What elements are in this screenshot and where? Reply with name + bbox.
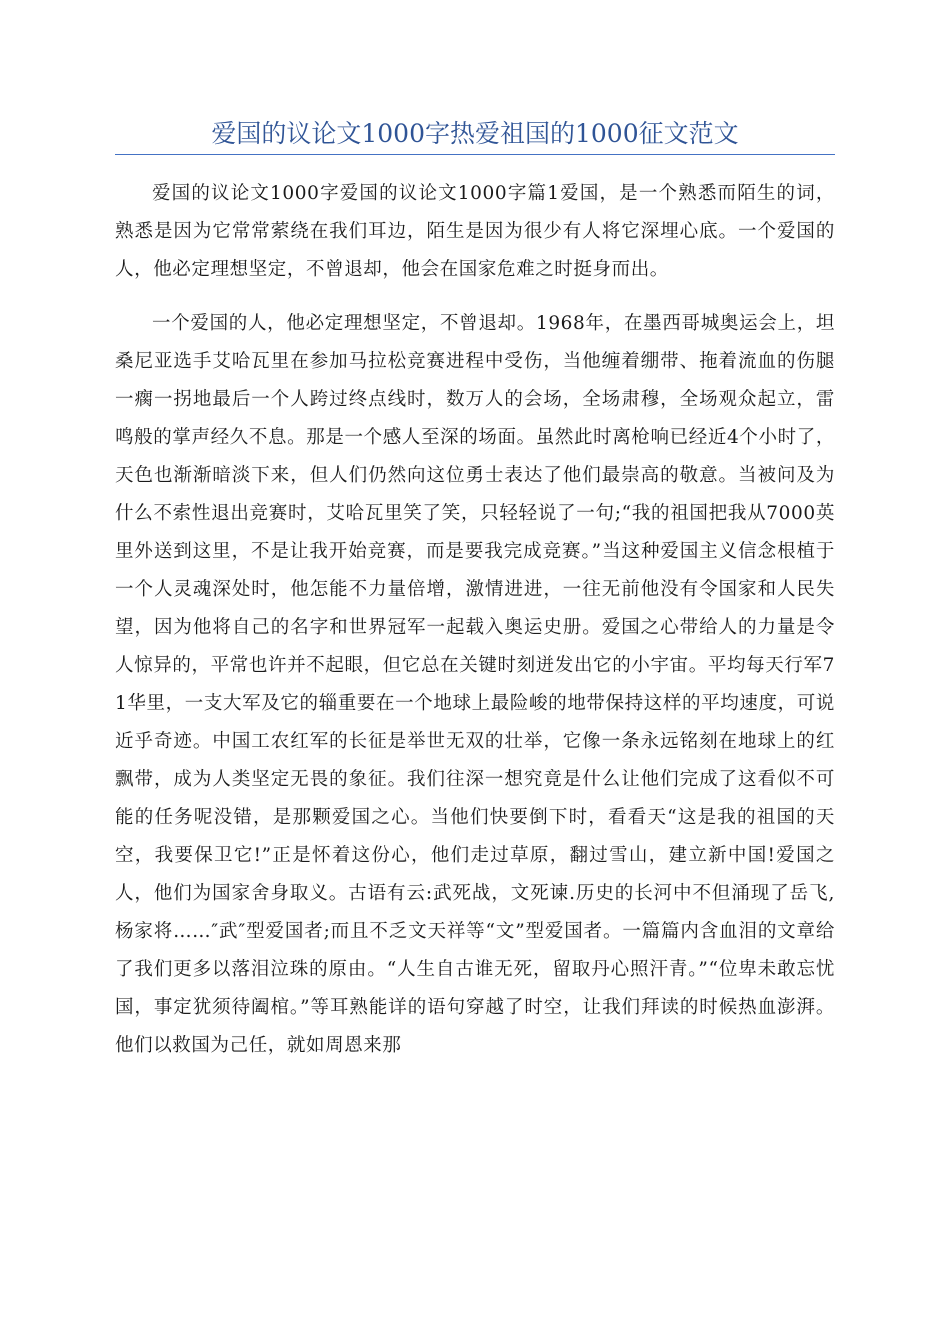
title-underline bbox=[115, 154, 835, 155]
document-body bbox=[115, 175, 835, 1081]
paragraph-2: 一个爱国的人，他必定理想坚定，不曾退却。1968年，在墨西哥城奥运会上，坦桑尼亚选手艾哈瓦里在参加马拉松竞赛进程中受伤，当他缠着绷带、拖着流血的伤腿一瘸一拐地最后一个人跨过终点线时，数万人的会场，全场肃穆，全场观众起立，雷鸣般的掌声经久不息。那是一个感人至深的场面。虽然此时离枪响已经近4个小时了，天色也渐渐暗淡下来，但人们仍然向这位勇士表达了他们最崇高的敬意。当被问及为什么不索性退出竞赛时，艾哈瓦里笑了笑，只轻轻说了一句;“我的祖国把我从7000英里外送到这里，不是让我开始竞赛，而是要我完成竞赛。”当这种爱国主义信念根植于一个人灵魂深处时，他怎能不力量倍增，激情进进，一往无前他没有令国家和人民失望，因为他将自己的名字和世界冠军一起载入奥运史册。爱国之心带给人的力量是令人惊异的，平常也许并不起眼，但它总在关键时刻迸发出它的小宇宙。平均每天行军71华里，一支大军及它的辎重要在一个地球上最险峻的地带保持这样的平均速度，可说近乎奇迹。中国工农红军的长征是举世无双的壮举，它像一条永远铭刻在地球上的红飘带，成为人类坚定无畏的象征。我们往深一想究竟是什么让他们完成了这看似不可能的任务呢没错，是那颗爱国之心。当他们快要倒下时，看看天“这是我的祖国的天空，我要保卫它!”正是怀着这份心，他们走过草原，翻过雪山，建立新中国!爱国之人，他们为国家舍身取义。古语有云:武死战，文死谏.历史的长河中不但涌现了岳飞,杨家将……″武″型爱国者;而且不乏文天祥等“文”型爱国者。一篇篇内含血泪的文章给了我们更多以落泪泣珠的原由。“人生自古谁无死，留取丹心照汗青。”“位卑未敢忘忧国，事定犹须待阖棺。”等耳熟能详的语句穿越了时空，让我们拜读的时候热血澎湃。他们以救国为己任，就如周恩来那 bbox=[115, 313, 835, 1056]
document-title: 爱国的议论文1000字热爱祖国的1000征文范文 bbox=[211, 119, 739, 148]
paragraph-1: 爱国的议论文1000字爱国的议论文1000字篇1爱国，是一个熟悉而陌生的词，熟悉是因为它常常萦绕在我们耳边，陌生是因为很少有人将它深埋心底。一个爱国的人，他必定理想坚定，不曾退却，他会在国家危难之时挺身而出。 bbox=[115, 183, 835, 280]
